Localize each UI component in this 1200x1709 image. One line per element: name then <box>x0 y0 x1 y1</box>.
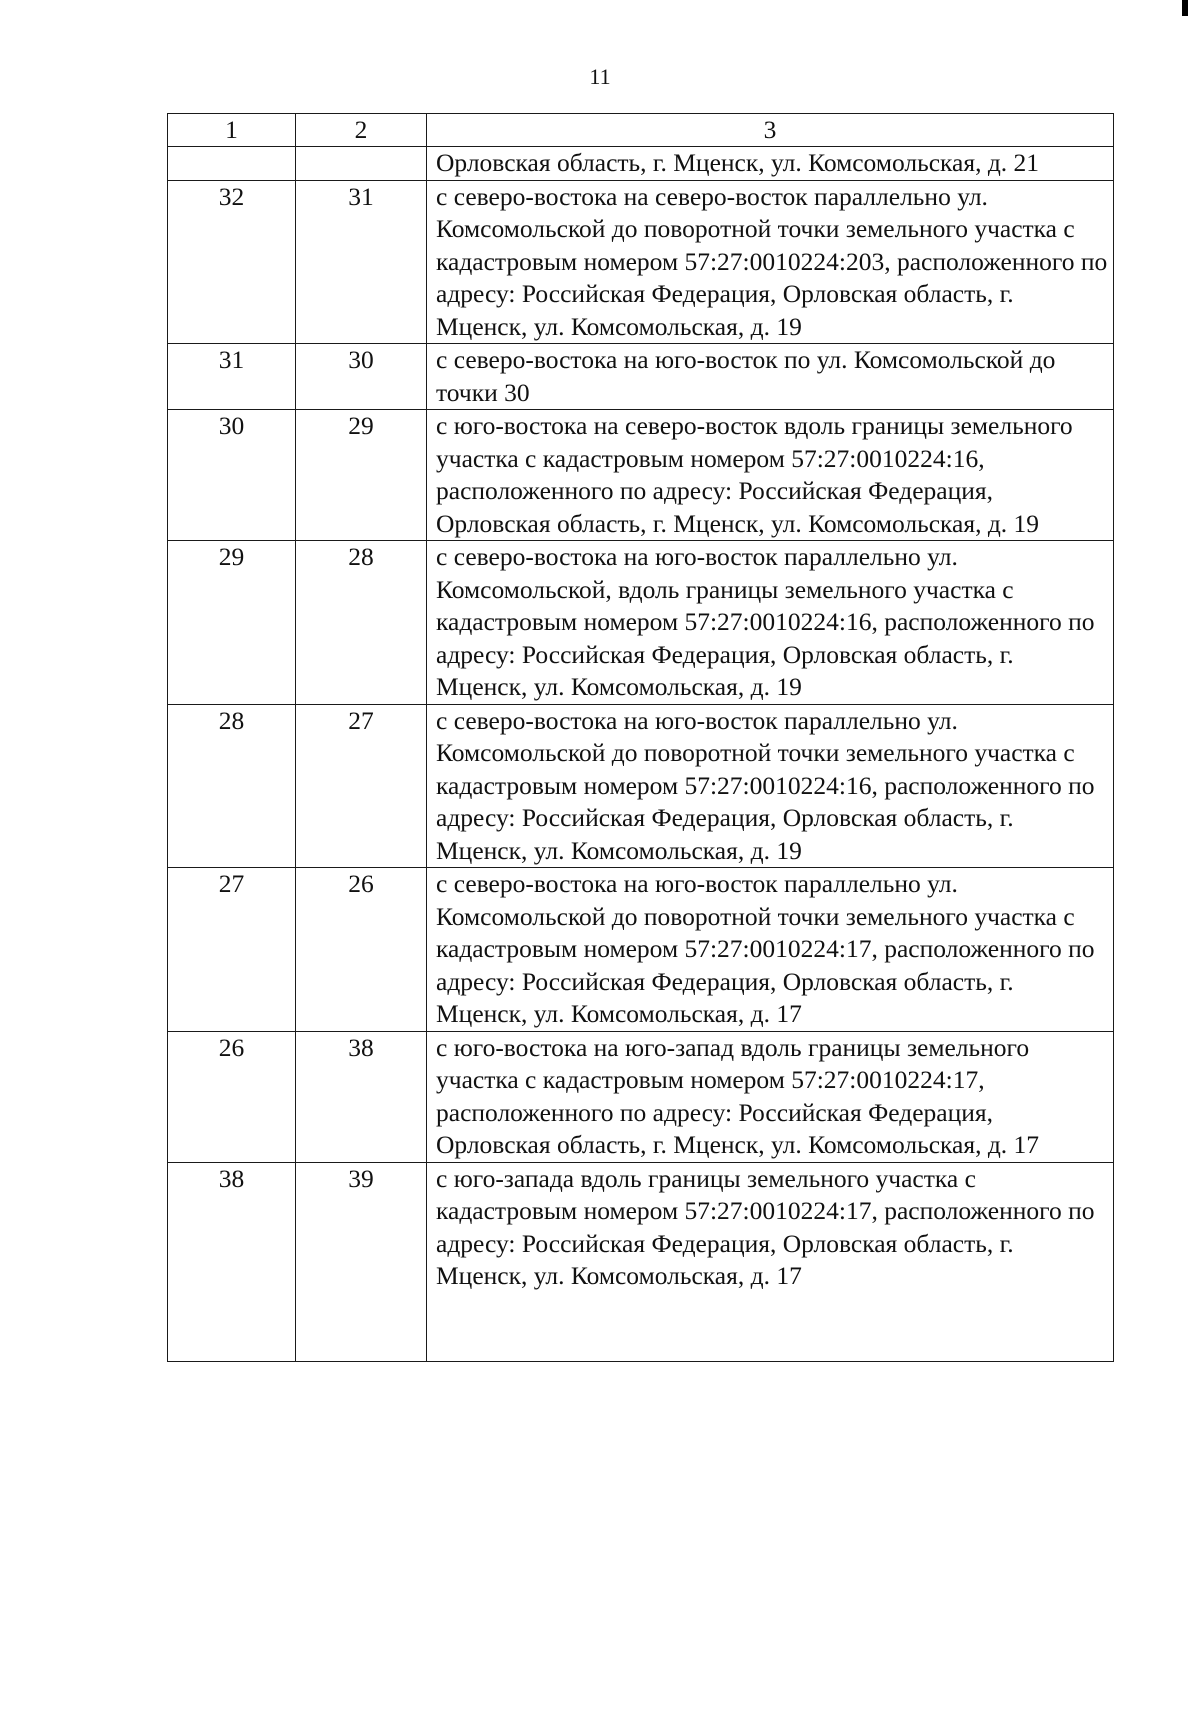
header-col-3: 3 <box>427 114 1114 147</box>
boundary-description: с северо-востока на юго-восток по ул. Комсомольской до точки 30 <box>427 344 1114 410</box>
boundary-description: с северо-востока на юго-восток параллельно ул. Комсомольской, вдоль границы земельного участка с кадастровым номером 57:27:0010224:16, расположенного по адресу: Российская Федерация, Орловская область, г. Мценск, ул. Комсомольская, д. 19 <box>427 541 1114 705</box>
to-point: 26 <box>296 868 427 1032</box>
table-row <box>168 344 1114 410</box>
page-number: 11 <box>589 64 611 89</box>
to-point: 31 <box>296 180 427 344</box>
table-row <box>168 147 1114 181</box>
to-point: 30 <box>296 344 427 410</box>
from-point <box>168 147 296 181</box>
header-col-1: 1 <box>168 114 296 147</box>
from-point: 27 <box>168 868 296 1032</box>
boundary-description: с северо-востока на северо-восток параллельно ул. Комсомольской до поворотной точки земельного участка с кадастровым номером 57:27:0010224:203, расположенного по адресу: Российская Федерация, Орловская область, г. Мценск, ул. Комсомольская, д. 19 <box>427 180 1114 344</box>
table-row <box>168 541 1114 705</box>
header-col-2: 2 <box>296 114 427 147</box>
to-point: 27 <box>296 704 427 868</box>
from-point: 26 <box>168 1031 296 1162</box>
table-row <box>168 180 1114 344</box>
from-point: 38 <box>168 1162 296 1361</box>
from-point: 30 <box>168 410 296 541</box>
table-row <box>168 868 1114 1032</box>
from-point: 31 <box>168 344 296 410</box>
to-point: 39 <box>296 1162 427 1361</box>
boundary-table <box>167 113 1114 1362</box>
from-point: 28 <box>168 704 296 868</box>
to-point <box>296 147 427 181</box>
boundary-description: с северо-востока на юго-восток параллельно ул. Комсомольской до поворотной точки земельного участка с кадастровым номером 57:27:0010224:16, расположенного по адресу: Российская Федерация, Орловская область, г. Мценск, ул. Комсомольская, д. 19 <box>427 704 1114 868</box>
table-row <box>168 1162 1114 1361</box>
boundary-description: с юго-востока на юго-запад вдоль границы земельного участка с кадастровым номером 57:27:0010224:17, расположенного по адресу: Российская Федерация, Орловская область, г. Мценск, ул. Комсомольская, д. 17 <box>427 1031 1114 1162</box>
from-point: 32 <box>168 180 296 344</box>
table-row <box>168 410 1114 541</box>
to-point: 38 <box>296 1031 427 1162</box>
table-row <box>168 704 1114 868</box>
table-header-row <box>168 114 1114 147</box>
to-point: 29 <box>296 410 427 541</box>
boundary-description: Орловская область, г. Мценск, ул. Комсомольская, д. 21 <box>427 147 1114 181</box>
from-point: 29 <box>168 541 296 705</box>
scan-corner-mark <box>1182 0 1188 16</box>
to-point: 28 <box>296 541 427 705</box>
table-row <box>168 1031 1114 1162</box>
boundary-description: с северо-востока на юго-восток параллельно ул. Комсомольской до поворотной точки земельного участка с кадастровым номером 57:27:0010224:17, расположенного по адресу: Российская Федерация, Орловская область, г. Мценск, ул. Комсомольская, д. 17 <box>427 868 1114 1032</box>
boundary-description: с юго-запада вдоль границы земельного участка с кадастровым номером 57:27:0010224:17, расположенного по адресу: Российская Федерация, Орловская область, г. Мценск, ул. Комсомольская, д. 17 <box>427 1162 1114 1361</box>
boundary-description: с юго-востока на северо-восток вдоль границы земельного участка с кадастровым номером 57:27:0010224:16, расположенного по адресу: Российская Федерация, Орловская область, г. Мценск, ул. Комсомольская, д. 19 <box>427 410 1114 541</box>
